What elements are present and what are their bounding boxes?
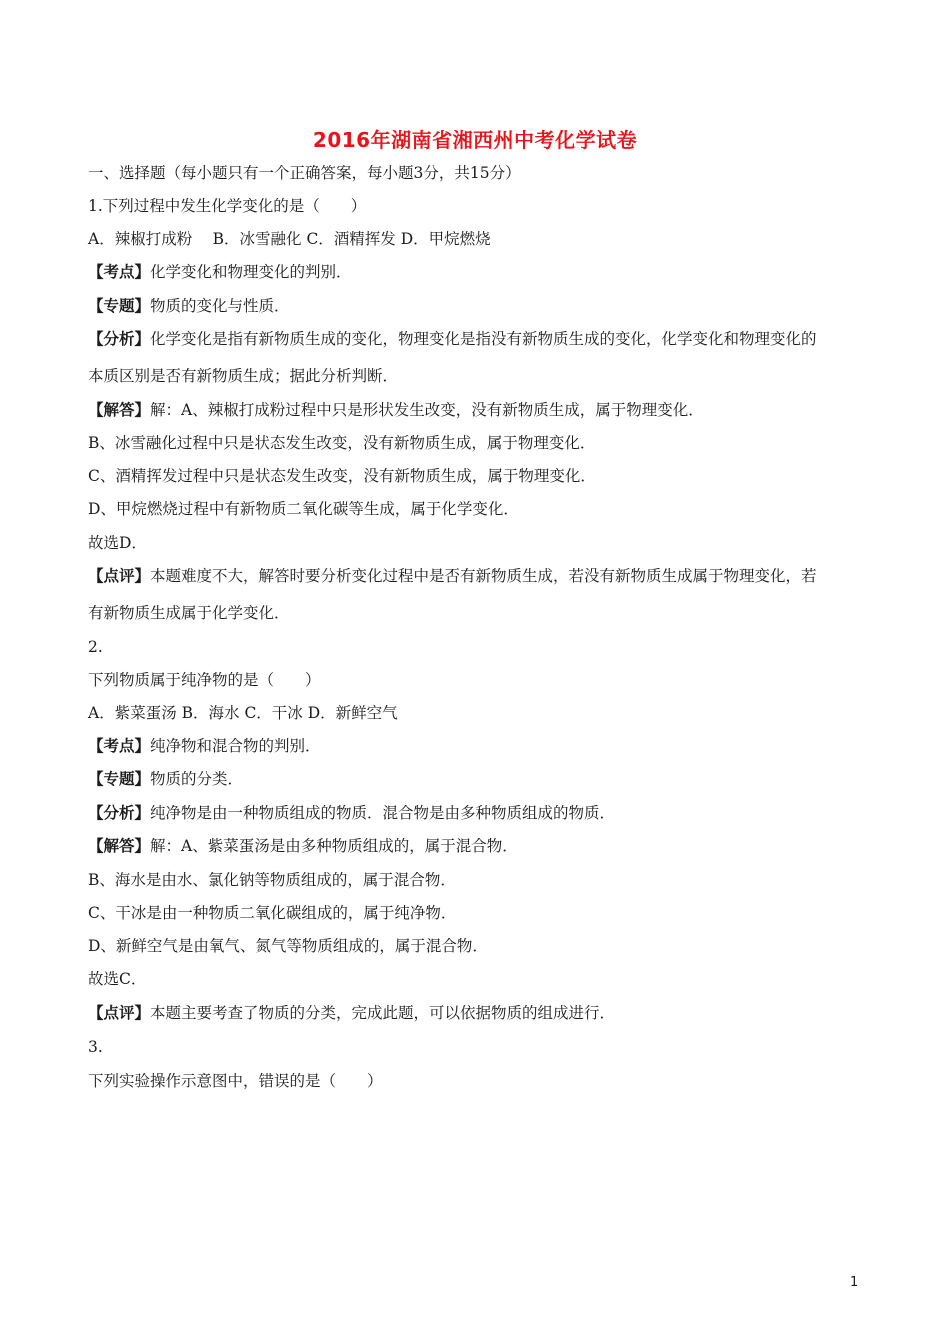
q1-dianping-text-1: 本题难度不大，解答时要分析变化过程中是否有新物质生成，若没有新物质生成属于物理变化，若 bbox=[150, 567, 817, 585]
q2-jieda-line-4: D、新鲜空气是由氧气、氮气等物质组成的，属于混合物． bbox=[88, 937, 488, 955]
q2-options: A．紫菜蛋汤 B．海水 C．干冰 D．新鲜空气 bbox=[88, 704, 398, 722]
q1-fenxi-text-1: 化学变化是指有新物质生成的变化，物理变化是指没有新物质生成的变化，化学变化和物理变化的 bbox=[150, 330, 817, 348]
q1-kaodian-text: 化学变化和物理变化的判别． bbox=[150, 263, 352, 281]
q1-jieda-line-4: D、甲烷燃烧过程中有新物质二氧化碳等生成，属于化学变化． bbox=[88, 500, 519, 518]
q2-zhuanti bbox=[88, 769, 243, 789]
q3-number: 3. bbox=[88, 1038, 103, 1056]
q1-jieda bbox=[88, 400, 704, 420]
q1-kaodian-tag: 【考点】 bbox=[88, 262, 151, 281]
q1-jieda-tag: 【解答】 bbox=[88, 400, 151, 419]
q1-fenxi bbox=[88, 329, 817, 349]
q2-jieda bbox=[88, 836, 518, 856]
q2-stem: 下列物质属于纯净物的是（ ） bbox=[88, 671, 321, 689]
q2-dianping bbox=[88, 1003, 615, 1023]
q1-kaodian bbox=[88, 262, 352, 282]
q1-fenxi-tag: 【分析】 bbox=[88, 329, 151, 348]
q2-dianping-text-1: 本题主要考查了物质的分类，完成此题，可以依据物质的组成进行． bbox=[150, 1004, 616, 1022]
q1-options: A．辣椒打成粉 B．冰雪融化 C．酒精挥发 D．甲烷燃烧 bbox=[88, 230, 491, 248]
q1-stem: 1.下列过程中发生化学变化的是（ ） bbox=[88, 197, 367, 215]
q1-answer: 故选D． bbox=[88, 534, 147, 552]
q1-dianping bbox=[88, 566, 817, 586]
q1-zhuanti bbox=[88, 296, 290, 316]
q1-fenxi-line-2: 本质区别是否有新物质生成；据此分析判断． bbox=[88, 367, 399, 385]
q1-zhuanti-tag: 【专题】 bbox=[88, 296, 151, 315]
q1-jieda-text-1: 解：A、辣椒打成粉过程中只是形状发生改变，没有新物质生成，属于物理变化． bbox=[150, 401, 704, 419]
section-heading: 一、选择题（每小题只有一个正确答案，每小题3分，共15分） bbox=[88, 164, 521, 182]
q2-fenxi bbox=[88, 803, 615, 823]
q2-zhuanti-text: 物质的分类． bbox=[150, 770, 244, 788]
q2-kaodian-text: 纯净物和混合物的判别． bbox=[150, 737, 321, 755]
q2-number: 2. bbox=[88, 638, 103, 656]
q1-jieda-line-3: C、酒精挥发过程中只是状态发生改变，没有新物质生成，属于物理变化． bbox=[88, 467, 596, 485]
q1-dianping-line-2: 有新物质生成属于化学变化． bbox=[88, 604, 290, 622]
q2-kaodian bbox=[88, 736, 321, 756]
q1-zhuanti-text: 物质的变化与性质． bbox=[150, 297, 290, 315]
q2-fenxi-tag: 【分析】 bbox=[88, 803, 151, 822]
q2-answer: 故选C． bbox=[88, 970, 147, 988]
q2-zhuanti-tag: 【专题】 bbox=[88, 769, 151, 788]
q2-kaodian-tag: 【考点】 bbox=[88, 736, 151, 755]
page-number: 1 bbox=[850, 1275, 859, 1290]
q1-jieda-line-2: B、冰雪融化过程中只是状态发生改变，没有新物质生成，属于物理变化． bbox=[88, 434, 596, 452]
q1-dianping-tag: 【点评】 bbox=[88, 566, 151, 585]
q3-stem: 下列实验操作示意图中，错误的是（ ） bbox=[88, 1072, 383, 1090]
q2-jieda-tag: 【解答】 bbox=[88, 836, 151, 855]
q2-dianping-tag: 【点评】 bbox=[88, 1003, 151, 1022]
exam-title: 2016年湖南省湘西州中考化学试卷 bbox=[312, 128, 638, 152]
q2-jieda-text-1: 解：A、紫菜蛋汤是由多种物质组成的，属于混合物． bbox=[150, 837, 518, 855]
q2-fenxi-text-1: 纯净物是由一种物质组成的物质．混合物是由多种物质组成的物质． bbox=[150, 804, 616, 822]
q2-jieda-line-3: C、干冰是由一种物质二氧化碳组成的，属于纯净物． bbox=[88, 904, 457, 922]
q2-jieda-line-2: B、海水是由水、氯化钠等物质组成的，属于混合物． bbox=[88, 871, 456, 889]
